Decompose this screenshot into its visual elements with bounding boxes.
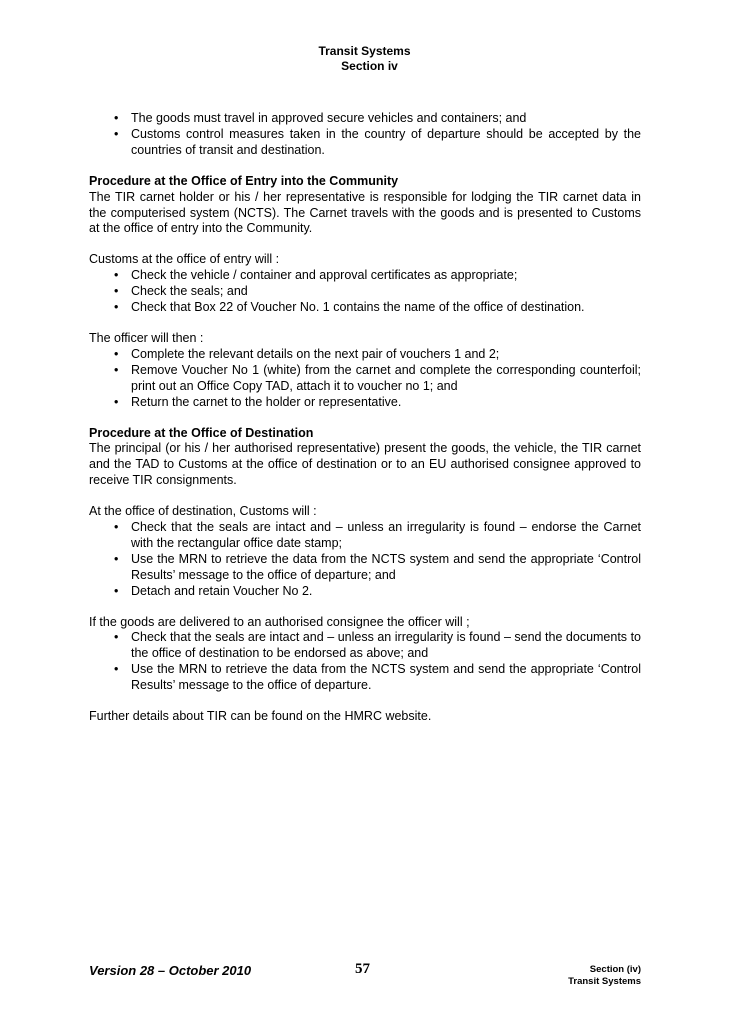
intro-list-block <box>89 111 641 159</box>
entry-officer-block <box>89 331 641 411</box>
destination-customs-block <box>89 504 641 599</box>
document-body <box>89 111 641 740</box>
list-item: • Check that the seals are intact and – unless an irregularity is found – send the documents to the office of destination to be endorsed as above; and <box>131 630 641 662</box>
list-item: • Check the vehicle / container and approval certificates as appropriate; <box>131 268 641 284</box>
page-footer <box>89 963 641 993</box>
consignee-list <box>131 630 641 694</box>
destination-section <box>89 426 641 490</box>
list-item: • Complete the relevant details on the next pair of vouchers 1 and 2; <box>131 347 641 363</box>
entry-section <box>89 174 641 238</box>
destination-customs-intro: At the office of destination, Customs will : <box>89 504 317 519</box>
entry-customs-intro: Customs at the office of entry will : <box>89 252 280 267</box>
list-item: • Use the MRN to retrieve the data from the NCTS system and send the appropriate ‘Control Results’ message to the office of departure. <box>131 662 641 694</box>
consignee-block <box>89 615 641 695</box>
list-item: • Return the carnet to the holder or representative. <box>131 395 641 411</box>
list-item: • The goods must travel in approved secure vehicles and containers; and <box>131 111 641 127</box>
footer-section <box>568 964 641 988</box>
consignee-intro: If the goods are delivered to an authorised consignee the officer will ; <box>89 614 470 629</box>
list-item: • Detach and retain Voucher No 2. <box>131 584 641 600</box>
footer-section-line1: Section (iv) <box>589 964 641 975</box>
entry-paragraph: The TIR carnet holder or his / her representative is responsible for lodging the TIR carnet data in the computerised system (NCTS). The Carnet travels with the goods and is presented to Customs at the office of entry into the Community. <box>89 189 641 236</box>
further-details: Further details about TIR can be found on the HMRC website. <box>89 709 432 724</box>
page-number: 57 <box>355 961 370 977</box>
entry-officer-intro: The officer will then : <box>89 330 204 345</box>
entry-customs-list <box>131 268 641 316</box>
page-header <box>0 44 729 74</box>
list-item: • Check the seals; and <box>131 284 641 300</box>
list-item: • Use the MRN to retrieve the data from the NCTS system and send the appropriate ‘Control Results’ message to the office of departure; and <box>131 552 641 584</box>
header-title: Transit Systems <box>318 44 411 58</box>
further-details-block <box>89 709 641 725</box>
footer-version: Version 28 – October 2010 <box>89 963 252 978</box>
intro-bullet-list <box>131 111 641 159</box>
destination-customs-list <box>131 520 641 600</box>
destination-heading: Procedure at the Office of Destination <box>89 425 314 440</box>
footer-section-line2: Transit Systems <box>568 976 641 987</box>
list-item: • Check that the seals are intact and – unless an irregularity is found – endorse the Carnet with the rectangular office date stamp; <box>131 520 641 552</box>
destination-paragraph: The principal (or his / her authorised representative) present the goods, the vehicle, the TIR carnet and the TAD to Customs at the office of destination or to an EU authorised consignee approved to receive TIR consignments. <box>89 441 641 488</box>
list-item: • Remove Voucher No 1 (white) from the carnet and complete the corresponding counterfoil; print out an Office Copy TAD, attach it to voucher no 1; and <box>131 363 641 395</box>
entry-customs-block <box>89 252 641 316</box>
header-section: Section iv <box>341 59 398 73</box>
list-item: • Check that Box 22 of Voucher No. 1 contains the name of the office of destination. <box>131 300 641 316</box>
entry-heading: Procedure at the Office of Entry into the Community <box>89 173 399 188</box>
entry-officer-list <box>131 347 641 411</box>
list-item: • Customs control measures taken in the country of departure should be accepted by the countries of transit and destination. <box>131 127 641 159</box>
